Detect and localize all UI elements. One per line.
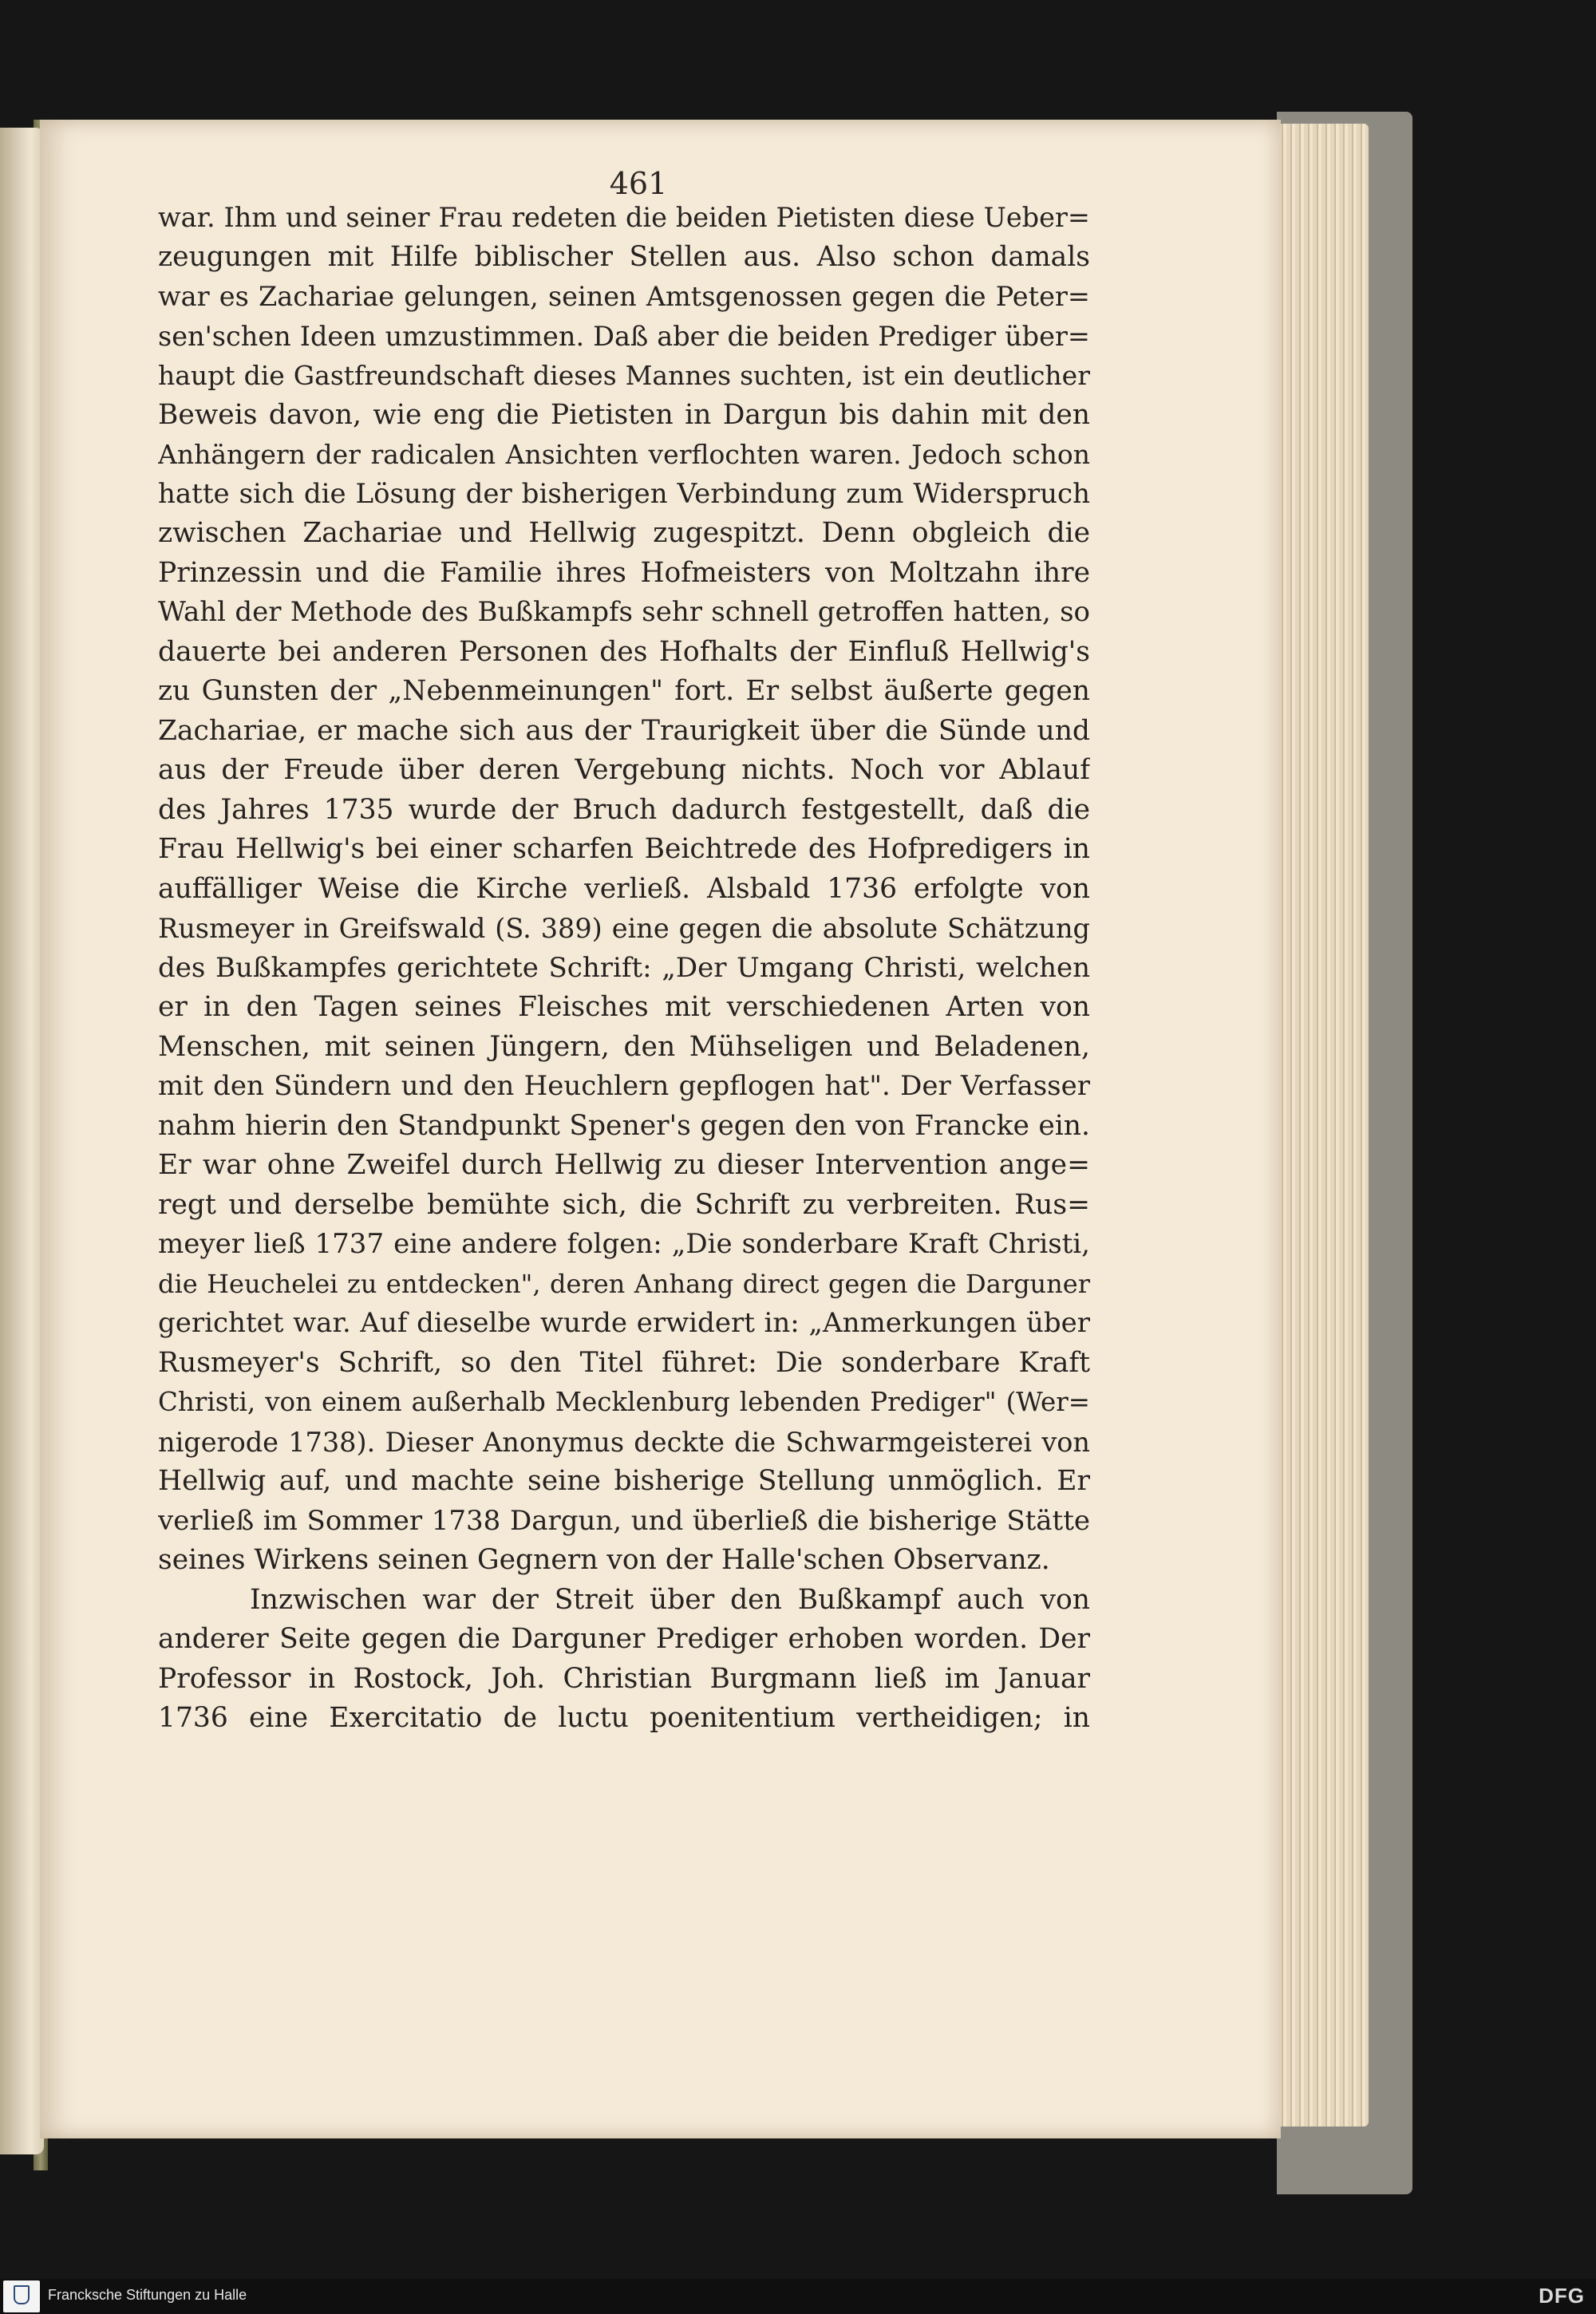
text-line: war es Zachariae gelungen, seinen Amtsgenossen gegen die Peter= [158,281,1090,312]
text-line-paragraph-start: Inzwischen war der Streit über den Bußkampf auch von [250,1583,1090,1616]
library-seal-icon [3,2280,40,2312]
text-line: aus der Freude über deren Vergebung nichts. Noch vor Ablauf [158,754,1090,786]
text-line: Frau Hellwig's bei einer scharfen Beichtrede des Hofpredigers in [158,833,1090,865]
text-line: hatte sich die Lösung der bisherigen Verbindung zum Widerspruch [158,477,1090,510]
text-line: Wahl der Methode des Bußkampfs sehr schnell getroffen hatten, so [158,596,1090,628]
text-line: des Bußkampfes gerichtete Schrift: „Der Umgang Christi, welchen [158,951,1090,984]
text-line: verließ im Sommer 1738 Dargun, und überließ die bisherige Stätte [158,1504,1090,1537]
text-line: Professor in Rostock, Joh. Christian Burgmann ließ im Januar [158,1662,1090,1695]
text-line: regt und derselbe bemühte sich, die Schrift zu verbreiten. Rus= [158,1188,1090,1221]
text-line: Beweis davon, wie eng die Pietisten in Dargun bis dahin mit den [158,398,1090,431]
text-line: zu Gunsten der „Nebenmeinungen" fort. Er selbst äußerte gegen [158,675,1090,707]
text-line: auffälliger Weise die Kirche verließ. Alsbald 1736 erfolgte von [158,872,1090,905]
text-line: Menschen, mit seinen Jüngern, den Mühseligen und Beladenen, [158,1030,1090,1063]
text-line: nahm hierin den Standpunkt Spener's gegen den von Francke ein. [158,1109,1090,1142]
text-line: Hellwig auf, und machte seine bisherige Stellung unmöglich. Er [158,1465,1090,1497]
text-line: 1736 eine Exercitatio de luctu poenitentium vertheidigen; in [158,1702,1090,1734]
body-text [158,198,1090,1739]
text-line: seines Wirkens seinen Gegnern von der Halle'schen Observanz. [158,1544,1050,1576]
text-line: gerichtet war. Auf dieselbe wurde erwidert in: „Anmerkungen über [158,1307,1090,1339]
page-number: 461 [609,166,668,201]
left-page-edge [0,128,44,2154]
text-line: Zachariae, er mache sich aus der Traurigkeit über die Sünde und [158,714,1090,747]
text-line: Er war ohne Zweifel durch Hellwig zu dieser Intervention ange= [158,1149,1090,1181]
text-line: war. Ihm und seiner Frau redeten die beiden Pietisten diese Ueber= [158,202,1090,233]
text-line: die Heuchelei zu entdecken", deren Anhang direct gegen die Darguner [158,1268,1090,1299]
text-line: er in den Tagen seines Fleisches mit verschiedenen Arten von [158,991,1090,1023]
seal-shield-icon [14,2285,30,2304]
text-line: Rusmeyer in Greifswald (S. 389) eine gegen die absolute Schätzung [158,913,1090,944]
text-line: Prinzessin und die Familie ihres Hofmeisters von Moltzahn ihre [158,556,1090,589]
text-line: mit den Sündern und den Heuchlern gepflogen hat". Der Verfasser [158,1070,1090,1102]
text-line: Anhängern der radicalen Ansichten verflochten waren. Jedoch schon [158,439,1090,470]
text-line: meyer ließ 1737 eine andere folgen: „Die sonderbare Kraft Christi, [158,1228,1090,1260]
library-credit: Francksche Stiftungen zu Halle [48,2287,247,2303]
text-line: Rusmeyer's Schrift, so den Titel führet: Die sonderbare Kraft [158,1346,1090,1379]
text-line: Christi, von einem außerhalb Mecklenburg lebenden Prediger" (Wer= [158,1387,1090,1417]
text-line: des Jahres 1735 wurde der Bruch dadurch festgestellt, daß die [158,793,1090,826]
text-line: anderer Seite gegen die Darguner Prediger erhoben worden. Der [158,1623,1090,1655]
page-block-edges [1269,124,1369,2126]
text-line: zeugungen mit Hilfe biblischer Stellen aus. Also schon damals [158,240,1090,273]
text-line: dauerte bei anderen Personen des Hofhalts der Einfluß Hellwig's [158,635,1090,668]
text-line: nigerode 1738). Dieser Anonymus deckte die Schwarmgeisterei von [158,1426,1090,1458]
text-line: zwischen Zachariae und Hellwig zugespitzt. Denn obgleich die [158,517,1090,549]
text-line: haupt die Gastfreundschaft dieses Mannes suchten, ist ein deutlicher [158,360,1090,391]
text-line: sen'schen Ideen umzustimmen. Daß aber die beiden Prediger über= [158,320,1090,352]
funder-logo: DFG [1539,2284,1585,2308]
